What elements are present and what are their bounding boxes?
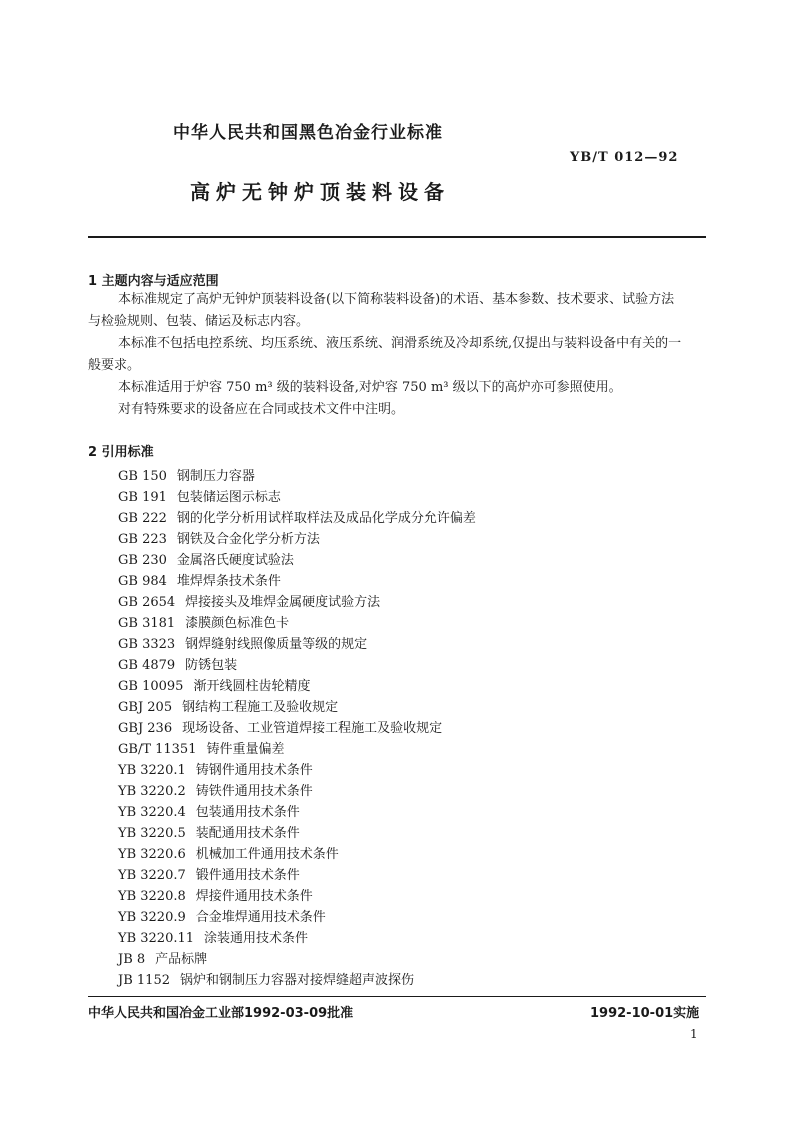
reference-standard-title: 锅炉和钢制压力容器对接焊缝超声波探伤 (179, 973, 414, 988)
reference-standard-item (118, 970, 476, 991)
section-1-body (88, 289, 708, 421)
reference-standard-title: 金属洛氏硬度试验法 (176, 553, 294, 568)
section-1-paragraph-2: 本标准不包括电控系统、均压系统、液压系统、润滑系统及冷却系统,仅提出与装料设备中有关的一 (118, 336, 682, 351)
reference-standard-item (118, 571, 476, 592)
section-1-paragraph-1: 本标准规定了高炉无钟炉顶装料设备(以下简称装料设备)的术语、基本参数、技术要求、试验方法 (118, 292, 675, 307)
reference-standard-item (118, 823, 476, 844)
reference-standard-title: 包装通用技术条件 (195, 805, 300, 820)
reference-standard-title: 涂装通用技术条件 (204, 931, 309, 946)
reference-standard-title: 堆焊焊条技术条件 (176, 574, 281, 589)
reference-standard-code: YB 3220.5 (118, 826, 186, 841)
reference-standard-code: YB 3220.2 (118, 784, 186, 799)
section-1-paragraph-2-cont: 般要求。 (88, 358, 141, 373)
reference-standard-title: 钢铁及合金化学分析方法 (176, 532, 320, 547)
reference-standard-code: YB 3220.9 (118, 910, 186, 925)
effective-date: 1992-10-01实施 (590, 1006, 700, 1021)
reference-standard-title: 锻件通用技术条件 (195, 868, 300, 883)
reference-standard-title: 产品标牌 (155, 952, 208, 967)
reference-standard-item (118, 928, 476, 949)
reference-standard-title: 机械加工件通用技术条件 (195, 847, 339, 862)
reference-standard-code: GBJ 236 (118, 721, 173, 736)
standard-code: YB/T 012—92 (570, 150, 679, 165)
reference-standard-title: 铸钢件通用技术条件 (195, 763, 313, 778)
reference-standard-title: 包装储运图示标志 (176, 490, 281, 505)
reference-standard-title: 钢结构工程施工及验收规定 (182, 700, 339, 715)
reference-standard-code: GB 230 (118, 553, 167, 568)
page-number: 1 (690, 1027, 698, 1041)
standard-org-header: 中华人民共和国黑色冶金行业标准 (173, 123, 443, 143)
section-1-paragraph-1-cont: 与检验规则、包装、储运及标志内容。 (88, 314, 310, 329)
reference-standard-item (118, 697, 476, 718)
reference-standard-code: GB 191 (118, 490, 167, 505)
reference-standard-title: 防锈包装 (185, 658, 238, 673)
reference-standard-code: YB 3220.1 (118, 763, 186, 778)
reference-standard-item (118, 718, 476, 739)
footer-divider (88, 996, 706, 997)
referenced-standards-list (118, 466, 476, 991)
reference-standard-code: GB 4879 (118, 658, 176, 673)
reference-standard-title: 铸铁件通用技术条件 (195, 784, 313, 799)
reference-standard-code: YB 3220.8 (118, 889, 186, 904)
reference-standard-item (118, 529, 476, 550)
reference-standard-item (118, 487, 476, 508)
reference-standard-title: 合金堆焊通用技术条件 (195, 910, 326, 925)
reference-standard-code: GB 223 (118, 532, 167, 547)
reference-standard-title: 钢的化学分析用试样取样法及成品化学成分允许偏差 (176, 511, 476, 526)
reference-standard-code: JB 1152 (118, 973, 170, 988)
section-1-paragraph-3: 本标准适用于炉容 750 m³ 级的装料设备,对炉容 750 m³ 级以下的高炉亦可参照使用。 (118, 380, 622, 395)
reference-standard-item (118, 949, 476, 970)
reference-standard-item (118, 466, 476, 487)
reference-standard-item (118, 844, 476, 865)
reference-standard-title: 渐开线圆柱齿轮精度 (193, 679, 311, 694)
reference-standard-code: GB 984 (118, 574, 167, 589)
reference-standard-item (118, 592, 476, 613)
reference-standard-code: YB 3220.4 (118, 805, 186, 820)
reference-standard-item (118, 613, 476, 634)
reference-standard-item (118, 907, 476, 928)
reference-standard-title: 钢焊缝射线照像质量等级的规定 (185, 637, 368, 652)
reference-standard-item (118, 886, 476, 907)
reference-standard-code: GBJ 205 (118, 700, 173, 715)
reference-standard-code: GB 150 (118, 469, 167, 484)
reference-standard-code: GB 2654 (118, 595, 176, 610)
approval-statement: 中华人民共和国冶金工业部1992-03-09批准 (88, 1006, 354, 1021)
reference-standard-item (118, 739, 476, 760)
reference-standard-code: GB 10095 (118, 679, 184, 694)
reference-standard-item (118, 676, 476, 697)
document-title: 高炉无钟炉顶装料设备 (190, 180, 450, 204)
reference-standard-code: GB 3323 (118, 637, 176, 652)
reference-standard-code: YB 3220.11 (118, 931, 195, 946)
reference-standard-item (118, 655, 476, 676)
reference-standard-item (118, 550, 476, 571)
header-divider (88, 236, 706, 238)
reference-standard-item (118, 508, 476, 529)
section-1-paragraph-4: 对有特殊要求的设备应在合同或技术文件中注明。 (118, 402, 405, 417)
reference-standard-code: YB 3220.6 (118, 847, 186, 862)
section-2-heading: 2 引用标准 (88, 445, 154, 460)
reference-standard-item (118, 802, 476, 823)
reference-standard-code: JB 8 (118, 952, 146, 967)
reference-standard-title: 现场设备、工业管道焊接工程施工及验收规定 (182, 721, 443, 736)
reference-standard-title: 钢制压力容器 (176, 469, 255, 484)
reference-standard-title: 装配通用技术条件 (195, 826, 300, 841)
reference-standard-title: 焊接件通用技术条件 (195, 889, 313, 904)
reference-standard-item (118, 865, 476, 886)
reference-standard-item (118, 760, 476, 781)
reference-standard-title: 焊接接头及堆焊金属硬度试验方法 (185, 595, 381, 610)
reference-standard-title: 铸件重量偏差 (206, 742, 285, 757)
reference-standard-code: GB/T 11351 (118, 742, 197, 757)
reference-standard-item (118, 781, 476, 802)
reference-standard-code: GB 222 (118, 511, 167, 526)
reference-standard-code: GB 3181 (118, 616, 176, 631)
reference-standard-item (118, 634, 476, 655)
reference-standard-code: YB 3220.7 (118, 868, 186, 883)
reference-standard-title: 漆膜颜色标准色卡 (185, 616, 290, 631)
section-1-heading: 1 主题内容与适应范围 (88, 274, 219, 289)
